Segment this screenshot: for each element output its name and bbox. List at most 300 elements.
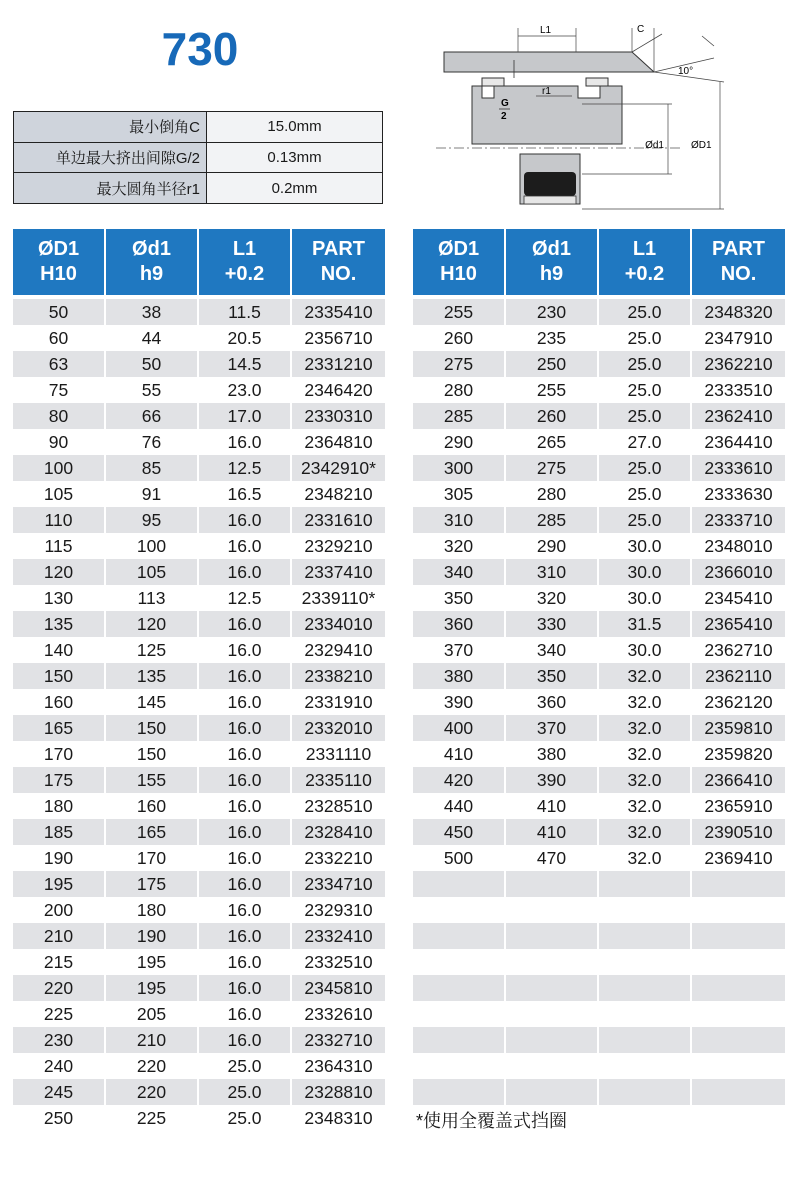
table-cell: 100 (13, 455, 106, 481)
table-cell: 160 (13, 689, 106, 715)
table-cell: 285 (506, 507, 599, 533)
table-cell: 2333510 (692, 377, 785, 403)
table-cell: 25.0 (599, 403, 692, 429)
table-cell: 170 (106, 845, 199, 871)
table-row (13, 793, 385, 819)
table-cell: 32.0 (599, 819, 692, 845)
table-cell: 95 (106, 507, 199, 533)
header-line: PART (312, 238, 365, 260)
table-cell: 2328410 (292, 819, 385, 845)
table-row (413, 767, 785, 793)
table-cell (413, 1001, 506, 1027)
table-row (13, 559, 385, 585)
size-table-left (13, 229, 385, 1131)
table-cell: 2338210 (292, 663, 385, 689)
column-header-groove (506, 229, 599, 295)
table-cell: 130 (13, 585, 106, 611)
table-cell: 2348320 (692, 299, 785, 325)
table-cell: 135 (13, 611, 106, 637)
table-cell: 165 (106, 819, 199, 845)
header-line: Ød1 (132, 238, 171, 260)
table-cell: 175 (13, 767, 106, 793)
table-cell: 180 (106, 897, 199, 923)
table-cell: 410 (413, 741, 506, 767)
table-cell (506, 975, 599, 1001)
table-cell (506, 923, 599, 949)
table-cell: 230 (506, 299, 599, 325)
table-cell: 125 (106, 637, 199, 663)
table-cell: 2332710 (292, 1027, 385, 1053)
table-cell: 30.0 (599, 559, 692, 585)
table-cell (692, 975, 785, 1001)
table-cell (506, 871, 599, 897)
table-row (13, 533, 385, 559)
table-row (413, 715, 785, 741)
big-d1-label: ØD1 (691, 140, 712, 151)
table-cell: 16.0 (199, 507, 292, 533)
table-cell: 25.0 (599, 377, 692, 403)
table-cell: 2362410 (692, 403, 785, 429)
empty-row (413, 1079, 785, 1105)
table-cell: 265 (506, 429, 599, 455)
table-cell: 2332010 (292, 715, 385, 741)
spec-row (14, 142, 383, 173)
table-header-row (13, 229, 385, 295)
table-cell: 2346420 (292, 377, 385, 403)
table-row (13, 455, 385, 481)
table-cell: 25.0 (599, 507, 692, 533)
table-cell: 300 (413, 455, 506, 481)
header-line: PART (712, 238, 765, 260)
table-cell (599, 1053, 692, 1079)
table-cell: 100 (106, 533, 199, 559)
table-cell: 2329410 (292, 637, 385, 663)
table-cell: 310 (506, 559, 599, 585)
table-cell: 2329310 (292, 897, 385, 923)
table-cell: 285 (413, 403, 506, 429)
table-row (13, 715, 385, 741)
empty-row (413, 1053, 785, 1079)
table-cell: 275 (413, 351, 506, 377)
table-cell: 17.0 (199, 403, 292, 429)
table-cell (692, 871, 785, 897)
table-row (413, 351, 785, 377)
table-cell: 2348310 (292, 1105, 385, 1131)
table-cell: 2332610 (292, 1001, 385, 1027)
table-row (13, 1079, 385, 1105)
table-cell: 32.0 (599, 767, 692, 793)
table-cell: 16.0 (199, 897, 292, 923)
table-cell (413, 975, 506, 1001)
table-cell: 155 (106, 767, 199, 793)
table-cell (692, 1053, 785, 1079)
table-row (13, 923, 385, 949)
table-cell: 50 (13, 299, 106, 325)
table-cell: 32.0 (599, 845, 692, 871)
table-cell: 2333710 (692, 507, 785, 533)
table-cell: 25.0 (199, 1105, 292, 1131)
table-cell: 360 (413, 611, 506, 637)
table-cell: 16.0 (199, 949, 292, 975)
table-cell: 2331210 (292, 351, 385, 377)
spec-value: 0.13mm (207, 142, 383, 173)
spec-table (13, 111, 383, 204)
table-cell: 220 (106, 1079, 199, 1105)
header-line: NO. (720, 263, 757, 285)
table-row (13, 299, 385, 325)
table-row (413, 793, 785, 819)
table-cell: 16.0 (199, 741, 292, 767)
table-cell: 240 (13, 1053, 106, 1079)
table-cell (506, 1053, 599, 1079)
table-row (13, 1001, 385, 1027)
table-row (413, 819, 785, 845)
table-cell: 2369410 (692, 845, 785, 871)
table-cell: 85 (106, 455, 199, 481)
table-cell: 350 (413, 585, 506, 611)
table-cell: 410 (506, 819, 599, 845)
table-row (13, 871, 385, 897)
table-cell: 370 (506, 715, 599, 741)
spec-label: 最大圆角半径r1 (14, 173, 207, 204)
r1-label: r1 (542, 86, 551, 97)
table-cell: 150 (13, 663, 106, 689)
angle-label: 10° (678, 66, 694, 77)
empty-row (413, 897, 785, 923)
table-cell: 175 (106, 871, 199, 897)
header-line: H10 (40, 263, 77, 285)
table-row (413, 299, 785, 325)
table-cell: 2328510 (292, 793, 385, 819)
footnote: *使用全覆盖式挡圈 (416, 1111, 568, 1131)
table-cell: 380 (413, 663, 506, 689)
table-row (413, 429, 785, 455)
table-cell: 16.0 (199, 819, 292, 845)
table-cell: 16.0 (199, 975, 292, 1001)
seal-cross-section-drawing (432, 14, 792, 214)
table-cell (413, 897, 506, 923)
table-cell: 2356710 (292, 325, 385, 351)
table-cell: 120 (13, 559, 106, 585)
table-cell: 25.0 (199, 1079, 292, 1105)
header-line: ØD1 (37, 238, 80, 260)
table-cell: 12.5 (199, 455, 292, 481)
table-cell: 38 (106, 299, 199, 325)
table-cell (692, 1079, 785, 1105)
table-cell (692, 1027, 785, 1053)
table-cell (506, 1001, 599, 1027)
table-row (413, 533, 785, 559)
table-row (13, 1105, 385, 1131)
table-cell (599, 871, 692, 897)
table-cell: 2345410 (692, 585, 785, 611)
table-cell: 55 (106, 377, 199, 403)
header-line: NO. (320, 263, 357, 285)
table-cell: 16.0 (199, 1001, 292, 1027)
table-row (13, 351, 385, 377)
size-table-right (413, 229, 785, 1105)
table-cell: 14.5 (199, 351, 292, 377)
spec-row (14, 112, 383, 143)
size-table-right-body (413, 295, 785, 1105)
column-header-part-no (692, 229, 785, 295)
table-row (13, 897, 385, 923)
table-cell: 27.0 (599, 429, 692, 455)
l1-label: L1 (540, 25, 552, 36)
table-cell: 76 (106, 429, 199, 455)
table-cell: 2347910 (692, 325, 785, 351)
table-cell: 170 (13, 741, 106, 767)
table-cell: 20.5 (199, 325, 292, 351)
g-denominator-label: 2 (501, 111, 507, 122)
table-row (13, 637, 385, 663)
table-row (13, 377, 385, 403)
table-cell: 50 (106, 351, 199, 377)
table-cell: 500 (413, 845, 506, 871)
table-cell: 400 (413, 715, 506, 741)
table-cell: 260 (413, 325, 506, 351)
table-cell (692, 949, 785, 975)
table-row (413, 377, 785, 403)
table-cell (413, 871, 506, 897)
header-line: +0.2 (224, 263, 265, 285)
table-cell: 16.0 (199, 559, 292, 585)
table-cell: 2334010 (292, 611, 385, 637)
table-row (13, 689, 385, 715)
table-cell: 230 (13, 1027, 106, 1053)
table-cell: 16.0 (199, 533, 292, 559)
table-cell: 340 (413, 559, 506, 585)
table-row (13, 975, 385, 1001)
table-cell: 2331110 (292, 741, 385, 767)
table-cell: 2331610 (292, 507, 385, 533)
table-cell: 260 (506, 403, 599, 429)
table-row (13, 663, 385, 689)
header-line: h9 (539, 263, 564, 285)
table-cell: 2348210 (292, 481, 385, 507)
empty-row (413, 871, 785, 897)
table-cell: 23.0 (199, 377, 292, 403)
table-row (413, 455, 785, 481)
table-cell: 150 (106, 741, 199, 767)
table-cell: 2334710 (292, 871, 385, 897)
table-cell: 185 (13, 819, 106, 845)
table-cell: 25.0 (599, 325, 692, 351)
table-cell: 225 (13, 1001, 106, 1027)
table-cell: 25.0 (199, 1053, 292, 1079)
table-cell (599, 1001, 692, 1027)
column-header-bore (13, 229, 106, 295)
table-cell (599, 1027, 692, 1053)
table-cell (506, 949, 599, 975)
table-cell: 390 (506, 767, 599, 793)
table-header-row (413, 229, 785, 295)
table-row (13, 611, 385, 637)
table-row (413, 325, 785, 351)
table-cell: 2342910* (292, 455, 385, 481)
table-cell: 210 (106, 1027, 199, 1053)
table-cell: 380 (506, 741, 599, 767)
table-cell: 320 (506, 585, 599, 611)
table-cell: 2333630 (692, 481, 785, 507)
table-cell: 195 (13, 871, 106, 897)
table-row (13, 819, 385, 845)
table-cell: 255 (506, 377, 599, 403)
table-cell: 290 (506, 533, 599, 559)
table-cell: 420 (413, 767, 506, 793)
table-cell: 280 (413, 377, 506, 403)
table-cell (413, 1053, 506, 1079)
table-cell: 30.0 (599, 533, 692, 559)
table-cell: 350 (506, 663, 599, 689)
table-cell (413, 923, 506, 949)
table-cell (692, 923, 785, 949)
table-cell (506, 897, 599, 923)
table-row (413, 611, 785, 637)
table-cell (413, 1079, 506, 1105)
table-cell: 2362120 (692, 689, 785, 715)
table-cell: 113 (106, 585, 199, 611)
table-cell: 190 (106, 923, 199, 949)
table-cell: 12.5 (199, 585, 292, 611)
table-row (413, 741, 785, 767)
header-line: L1 (632, 238, 657, 260)
table-cell: 2329210 (292, 533, 385, 559)
table-cell: 305 (413, 481, 506, 507)
table-cell: 250 (13, 1105, 106, 1131)
table-cell: 2366410 (692, 767, 785, 793)
table-row (413, 663, 785, 689)
table-cell: 255 (413, 299, 506, 325)
table-cell: 2331910 (292, 689, 385, 715)
table-row (413, 559, 785, 585)
table-cell: 140 (13, 637, 106, 663)
table-cell: 32.0 (599, 793, 692, 819)
table-cell: 16.0 (199, 767, 292, 793)
table-cell: 115 (13, 533, 106, 559)
table-cell: 2390510 (692, 819, 785, 845)
column-header-groove (106, 229, 199, 295)
table-cell: 91 (106, 481, 199, 507)
table-cell: 250 (506, 351, 599, 377)
table-row (13, 325, 385, 351)
table-cell (599, 897, 692, 923)
table-cell: 2332510 (292, 949, 385, 975)
table-row (13, 429, 385, 455)
table-cell: 16.0 (199, 845, 292, 871)
table-row (13, 1027, 385, 1053)
table-cell (692, 897, 785, 923)
table-cell: 2365410 (692, 611, 785, 637)
table-cell: 2335410 (292, 299, 385, 325)
table-row (13, 507, 385, 533)
table-cell: 225 (106, 1105, 199, 1131)
table-cell: 32.0 (599, 663, 692, 689)
table-cell: 110 (13, 507, 106, 533)
header-line: Ød1 (532, 238, 571, 260)
table-cell (692, 1001, 785, 1027)
table-cell: 16.0 (199, 871, 292, 897)
table-row (413, 689, 785, 715)
table-cell: 390 (413, 689, 506, 715)
table-cell: 16.0 (199, 1027, 292, 1053)
table-cell (599, 975, 692, 1001)
table-cell: 450 (413, 819, 506, 845)
table-cell: 200 (13, 897, 106, 923)
table-cell: 360 (506, 689, 599, 715)
table-cell: 160 (106, 793, 199, 819)
empty-row (413, 923, 785, 949)
table-row (13, 1053, 385, 1079)
header-line: H10 (440, 263, 477, 285)
table-cell (413, 1027, 506, 1053)
table-cell: 16.0 (199, 715, 292, 741)
table-cell: 220 (13, 975, 106, 1001)
table-cell: 190 (13, 845, 106, 871)
table-cell: 180 (13, 793, 106, 819)
empty-row (413, 1027, 785, 1053)
table-cell: 2364810 (292, 429, 385, 455)
table-row (413, 845, 785, 871)
table-cell: 32.0 (599, 715, 692, 741)
table-cell: 63 (13, 351, 106, 377)
table-cell: 470 (506, 845, 599, 871)
table-cell: 2337410 (292, 559, 385, 585)
table-cell: 16.5 (199, 481, 292, 507)
table-row (13, 403, 385, 429)
table-cell: 320 (413, 533, 506, 559)
table-row (413, 585, 785, 611)
table-cell (599, 1079, 692, 1105)
table-cell: 32.0 (599, 689, 692, 715)
table-cell: 2362710 (692, 637, 785, 663)
table-cell: 2335110 (292, 767, 385, 793)
table-cell: 195 (106, 949, 199, 975)
spec-value: 15.0mm (207, 112, 383, 143)
column-header-length (599, 229, 692, 295)
table-cell: 44 (106, 325, 199, 351)
table-row (13, 585, 385, 611)
table-cell (506, 1027, 599, 1053)
table-cell: 235 (506, 325, 599, 351)
table-row (413, 481, 785, 507)
table-cell: 135 (106, 663, 199, 689)
table-cell: 80 (13, 403, 106, 429)
table-cell: 105 (13, 481, 106, 507)
spec-label: 单边最大挤出间隙G/2 (14, 142, 207, 173)
spec-label: 最小倒角C (14, 112, 207, 143)
table-cell: 2345810 (292, 975, 385, 1001)
table-cell: 16.0 (199, 429, 292, 455)
table-cell: 16.0 (199, 793, 292, 819)
table-cell: 2364310 (292, 1053, 385, 1079)
table-row (413, 637, 785, 663)
table-cell: 60 (13, 325, 106, 351)
table-cell: 16.0 (199, 923, 292, 949)
table-cell: 245 (13, 1079, 106, 1105)
table-cell: 75 (13, 377, 106, 403)
table-cell: 2332410 (292, 923, 385, 949)
table-cell (506, 1079, 599, 1105)
table-cell: 105 (106, 559, 199, 585)
table-cell: 195 (106, 975, 199, 1001)
table-cell: 16.0 (199, 611, 292, 637)
table-cell: 2359810 (692, 715, 785, 741)
table-cell (413, 949, 506, 975)
column-header-part-no (292, 229, 385, 295)
table-cell: 16.0 (199, 689, 292, 715)
table-cell (599, 923, 692, 949)
